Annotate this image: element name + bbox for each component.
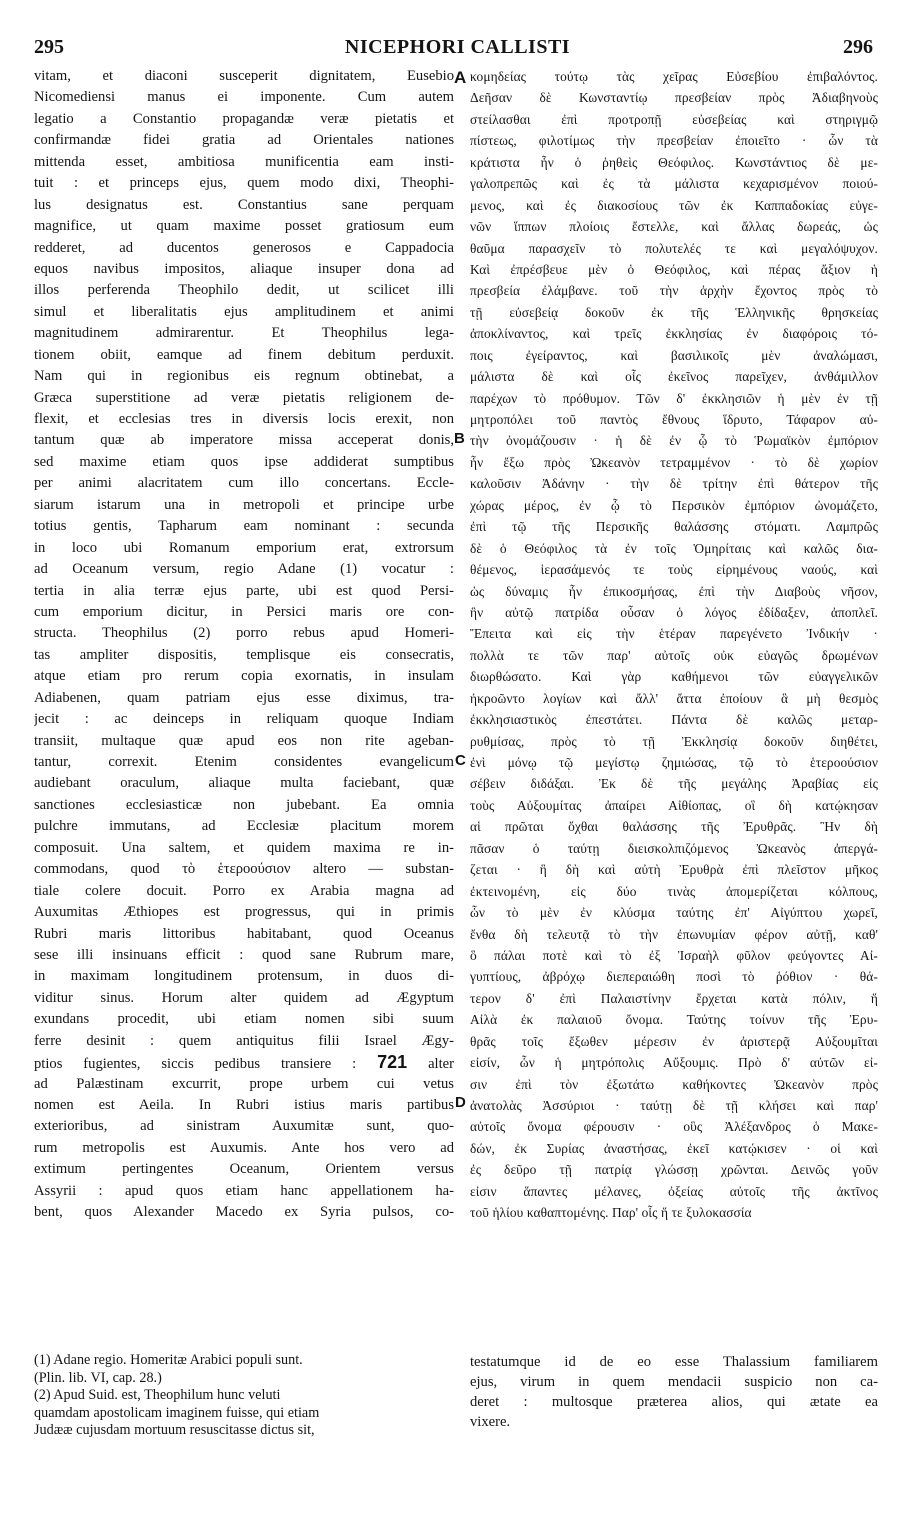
text-line: Adiabenen, quam patriam ejus esse diximus, tra- — [34, 689, 454, 706]
page-number-right: 296 — [843, 36, 873, 58]
text-line: tionem obiit, eamque ad finem debitum perduxit. — [34, 346, 454, 363]
column-number: 721 — [377, 1052, 408, 1073]
text-line: Græca superstitione ad veræ pietatis religionem de- — [34, 389, 454, 406]
footnote-line: quamdam apostolicam imaginem fuisse, qui etiam — [34, 1404, 320, 1421]
text-line: δών, ἐκ Συρίας ἀναστήσας, ἐκεῖ κατῴκισεν · οἱ καὶ — [470, 1140, 878, 1156]
text-line: θέμενος, ἱερασάμενός τε τοὺς εἰρημένους ναούς, καὶ — [470, 562, 878, 578]
text-line: legatio a Constantio propagandæ veræ pietatis et — [34, 110, 454, 127]
text-line: siarum istarum una in metropoli et principe urbe — [34, 496, 454, 513]
text-line: tantum quæ ab imperatore missa acceperat donis, — [34, 432, 454, 449]
text-line: σιν ἐπὶ τὸν ἐξωτάτω καθήκοντες Ὠκεανὸν πρὸς — [470, 1076, 878, 1092]
text-line: exterioribus, ad sinistram Auxumitæ sunt, quo- — [34, 1118, 454, 1135]
latin-column — [34, 66, 454, 1224]
section-marker-c: C — [455, 752, 466, 769]
text-line: Ἔπειτα καὶ εἰς τὴν ἑτέραν παρεγένετο Ἰνδικήν · — [470, 626, 878, 642]
text-line: magnifice, ut quam maxime posset gratiosum eum — [34, 218, 454, 235]
text-line: viditur sinus. Horum alter quidem ad Ægyptum — [34, 989, 454, 1006]
text-line: τῇ εὐσεβείᾳ δοκοῦν ἐκ τῆς Ἑλληνικῆς θρησκείας — [470, 304, 878, 320]
text-line: ἐς δεῦρο τῇ πατρίᾳ γλώσσῃ χρῶνται. Δεινῶς γοῦν — [470, 1162, 878, 1178]
text-line: pulchre immutans, ad Ecclesiæ placitum morem — [34, 818, 454, 835]
text-line: εἰσιν ἅπαντες μέλανες, ὀξείας αὐτοῖς τῆς ἀκτῖνος — [470, 1183, 878, 1199]
text-line: Δεῆσαν δὲ Κωνσταντίῳ πρεσβείαν πρὸς Ἀδιαβηνοὺς — [470, 90, 878, 106]
text-line: totius gentis, Tapharum eam nominant : secunda — [34, 518, 454, 535]
text-line: ἐπὶ τῷ τῆς Περσικῆς θαλάσσης στόματι. Λαμπρῶς — [470, 519, 878, 535]
text-line: tiale colere docuit. Porro ex Arabia magna ad — [34, 882, 454, 899]
text-line: μενος, καὶ ἐς διακοσίους τῶν ἐκ Καππαδοκίας εὐγε- — [470, 197, 878, 213]
text-line: αἱ πρῶται ὄχθαι θαλάσσης τῆς Ἐρυθρᾶς. Ἣν δὴ — [470, 819, 878, 835]
text-line: πίστεως, φιλοτίμως τὴν πρεσβείαν ἐποιεῖτο · ὧν τὰ — [470, 133, 878, 149]
text-line: ἦν ἔξω πρὸς Ὠκεανὸν τετραμμένον · τὸ δὲ χωρίον — [470, 454, 878, 470]
footnote-line: Judææ cujusdam mortuum resuscitasse dictus sit, — [34, 1422, 315, 1438]
text-line: tuit : et princeps ejus, quem modo dixi, Theophi- — [34, 175, 454, 192]
text-line: εἰσίν, ὧν ἡ μητρόπολις Αὔξουμις. Πρὸ δ' αὐτῶν εἰ- — [470, 1055, 878, 1071]
text-line: exundans procedit, ubi etiam nomen sibi suum — [34, 1011, 454, 1028]
text-line: sanctiones ecclesiasticæ non jubebant. Ea omnia — [34, 796, 454, 813]
text-line: ὃ πάλαι ποτὲ καὶ τὸ ἐξ Ἰσραὴλ φῦλον φεύγοντες Αἰ- — [470, 947, 878, 963]
text-line: πολλὰ τε τῶν παρ' αὐτοῖς οὐκ εὐαγῶς δρωμένων — [470, 647, 878, 663]
text-line: sese illi insinuans efficit : quod sane Rubrum mare, — [34, 946, 454, 963]
page-header — [0, 36, 915, 66]
text-line: χώρας μέρος, ἐν ᾧ τὸ Περσικὸν ἐμπόριον ὠνομάζετο, — [470, 497, 878, 513]
text-line: θαῦμα παρασχεῖν τὸ πολυτελές τε καὶ μεγαλόψυχον. — [470, 240, 878, 256]
text-line: structa. Theophilus (2) porro rebus apud Homeri- — [34, 625, 454, 642]
text-line: κράτιστα ἦν ὁ ῥηθεὶς Θεόφιλος. Κωνστάντιος δὲ με- — [470, 154, 878, 170]
text-line: in loco ubi Romanum emporium erat, extrorsum — [34, 539, 454, 556]
text-line: composuit. Una saltem, et quidem maxima re in- — [34, 839, 454, 856]
text-line: Αἰλὰ ἐκ παλαιοῦ ὄνομα. Ταύτης τοίνυν τῆς Ἐρυ- — [470, 1012, 878, 1028]
text-line: rum metropolis est Auxumis. Ante hos vero ad — [34, 1139, 454, 1156]
greek-column — [470, 66, 878, 1224]
text-line: flexit, et ecclesias tres in diversis locis erexit, non — [34, 411, 454, 427]
text-line: δὲ ὁ Θεόφιλος τὰ ἐν τοῖς Ὁμηρίταις καὶ καλῶς δια- — [470, 540, 878, 556]
text-line: equos navibus impositos, aliaque insuper dona ad — [34, 260, 454, 277]
text-line: ἔνθα δὴ τελευτᾷ τὸ τὴν ἐπωνυμίαν φέρον αὐτῇ, καθ' — [470, 926, 878, 942]
text-line: τερον δ' ἐπὶ Παλαιστίνην ἔρχεται κατὰ πόλιν, ἥ — [470, 990, 878, 1006]
text-line: ἠκροῶντο λογίων καὶ ἄλλ' ἄττα ἐποίουν ἃ μὴ θεσμὸς — [470, 690, 878, 706]
text-line: extimum pertingentes Oceanum, Orientem versus — [34, 1161, 454, 1178]
text-line: atque etiam pro rerum copia exornatis, in insulam — [34, 668, 454, 685]
footnote-line: (Plin. lib. VI, cap. 28.) — [34, 1369, 162, 1386]
text-line: illos perferenda Theophilo dedit, ut scilicet illi — [34, 282, 454, 299]
text-line: πᾶσαν ὁ ταύτῃ διεισκολπιζόμενος Ὠκεανὸς ἀπεργά- — [470, 840, 878, 856]
section-marker-a: A — [454, 68, 467, 87]
text-line: ἐκκλησιαστικὸς ἐπεστάτει. Πάντα δὲ καλῶς μεταρ- — [470, 712, 878, 728]
text-line: μάλιστα δὲ καὶ οἷς ἐκεῖνος παρεῖχεν, ἀνθάμιλλον — [470, 369, 878, 385]
section-marker-d: D — [455, 1094, 466, 1111]
text-line: in maximam longitudinem protensum, in duos di- — [34, 968, 454, 985]
text-line: Auxumitas Æthiopes est progressus, qui in primis — [34, 904, 454, 921]
text-line: πρεσβεία ἐλάμβανε. τοῦ τὴν ἀρχὴν ἔχοντος πρὸς τὸ — [470, 283, 878, 299]
text-line: ferre desinit : quem antiquitus filii Israel Ægy- — [34, 1032, 454, 1049]
text-line: audiebant oraculum, aliaque multa faciebant, quæ — [34, 775, 454, 792]
text-line: simul et liberalitatis ejus amplitudinem et animi — [34, 303, 454, 320]
text-line: Nicomediensi manus ei imponente. Cum autem — [34, 89, 454, 106]
text-line: magnitudinem admirarentur. Et Theophilus lega- — [34, 325, 454, 342]
text-line: transiit, multaque quæ apud eos non rite ageban- — [34, 732, 454, 749]
text-line: ὡς δύναμις ἦν ἐπικοσμήσας, ἐπὶ τὴν Διαβοὺς νῆσον, — [470, 583, 878, 599]
text-line: per animi alacritatem cum illo concertans. Eccle- — [34, 475, 454, 492]
text-line: mittenda esset, ambitiosa munificentia eam insti- — [34, 153, 454, 170]
text-line: tertia in alia terræ ejus parte, ubi est quod Persi- — [34, 582, 454, 599]
text-line: commodans, quod τὸ ἑτεροούσιον altero — substan- — [34, 861, 454, 878]
text-line: παρέχων τὸ πρόθυμον. Τῶν δ' ἐκκλησιῶν ἡ μὲν ἐν τῇ — [470, 390, 878, 406]
footnote-line: (2) Apud Suid. est, Theophilum hunc veluti — [34, 1387, 281, 1403]
text-line: διωρθώσατο. Καὶ γὰρ καθήμενοι τῶν εὐαγγελικῶν — [470, 669, 878, 685]
footnote-line: (1) Adane regio. Homeritæ Arabici populi sunt. — [34, 1352, 303, 1368]
page-number-left: 295 — [34, 36, 64, 58]
text-line: νῶν ἵππων πλοίοις ἔστελλε, καὶ ἄλλας δωρεάς, ὡς — [470, 219, 878, 235]
text-line: vitam, et diaconi susceperit dignitatem, Eusebio — [34, 68, 454, 84]
text-line: ἣν αὐτῷ πατρίδα οὖσαν ὁ λόγος ἐδίδαξεν, ἀποπλεῖ. — [470, 604, 878, 620]
text-line: confirmandæ fidei gratia ad Orientales nationes — [34, 132, 454, 149]
text-line: καλοῦσιν Ἀδάνην · τὴν δὲ τρίτην ἐπὶ θάτερον τῆς — [470, 476, 878, 492]
text-line: ἀνατολὰς Ἀσσύριοι · ταύτῃ δὲ τῇ κλήσει καὶ παρ' — [470, 1098, 878, 1113]
text-line: ρυθμίσας, πρὸς τὸ τῇ Ἐκκλησίᾳ δοκοῦν διηθέτει, — [470, 733, 878, 749]
text-line: tas ampliter dispositis, templisque eis consecratis, — [34, 646, 454, 663]
text-line: ad Palæstinam excurrit, prope urbem cui vetus — [34, 1075, 454, 1092]
text-line: ζεται · ἣ δὴ καὶ αὐτὴ Ἐρυθρὰ ἐπὶ πλεῖστον μῆκος — [470, 862, 878, 878]
text-line: Nam qui in regionibus eis regnum obtinebat, a — [34, 368, 454, 385]
text-line: sed maxime etiam quos ipse addiderat sumptibus — [34, 453, 454, 470]
text-line: αὐτοῖς ὄνομα φέρουσιν · οὓς Ἀλέξανδρος ὁ Μακε- — [470, 1119, 878, 1135]
text-line: ὧν τὸ μὲν ἐν κλύσμα ταύτης ἐπ' Αἰγύπτου χωρεῖ, — [470, 905, 878, 921]
text-line: deret : multosque præterea alios, qui ætate ea — [470, 1394, 878, 1410]
text-line: τοὺς Αὐξουμίτας ἀπαίρει Αἰθίοπας, οἳ δὴ κατῴκησαν — [470, 797, 878, 813]
text-line: jecit : ac deinceps in reliquam quoque Indiam — [34, 711, 454, 728]
text-line: σέβειν διδάξαι. Ἐκ δὲ τῆς μεγάλης Ἀραβίας εἰς — [470, 776, 878, 792]
text-line: nomen est Aeila. In Rubri istius maris partibus — [34, 1097, 454, 1113]
text-line: γαλοπρεπῶς καὶ ἐς τὰ μάλιστα κεχαρισμένον ποιού- — [470, 176, 878, 192]
text-line: μητροπόλει τοῦ παντὸς ἔθνους ἵδρυτο, Τάφαρον αὐ- — [470, 412, 878, 427]
text-line: tantur, correxit. Etenim considentes evangelicum — [34, 754, 454, 770]
text-line: τὴν ὀνομάζουσιν · ἡ δὲ ἐν ᾧ τὸ Ῥωμαϊκὸν ἐμπόριον — [470, 433, 878, 449]
text-line: testatumque id de eo esse Thalassium familiarem — [470, 1354, 878, 1370]
text-line: bent, quos Alexander Macedo ex Syria pulsos, co- — [34, 1204, 454, 1221]
text-line: γυπτίους, ἀβρόχῳ διεπεραιώθη ποσὶ τὸ ῥόθιον · θά- — [470, 969, 878, 985]
text-line: θρᾶς τοῖς ἔξωθεν μέρεσιν ἐν ἀριστερᾷ Αὐξουμῖται — [470, 1033, 878, 1049]
text-line: Rubri maris littoribus habitabant, quod Oceanus — [34, 925, 454, 942]
section-marker-b: B — [454, 430, 465, 447]
text-line: τοῦ ἡλίου καθαπτομένης. Παρ' οἷς ἥ τε ξυλοκασσία — [470, 1205, 752, 1221]
text-line: στείλασθαι ἐπὶ προτροπῇ εὐσεβείας καὶ στηριγμῷ — [470, 111, 878, 127]
text-line: ejus, virum in quem mendacii suspicio non ca- — [470, 1374, 878, 1390]
text-line: vixere. — [470, 1414, 511, 1430]
text-line: Καὶ ἐπρέσβευε μὲν ὁ Θεόφιλος, καὶ πέρας ἄξιον ἡ — [470, 261, 878, 277]
text-line: ad Oceanum versum, regio Adane (1) vocatur : — [34, 561, 454, 578]
running-title: NICEPHORI CALLISTI — [344, 36, 571, 58]
text-line: ἀποκλίναντος, καὶ τρεῖς ἐκκλησίας ἐν διαφόροις τό- — [470, 326, 878, 342]
text-line: Assyrii : apud quos etiam hanc appellationem ha- — [34, 1182, 454, 1199]
text-line: redderet, ad ducentos generosos e Cappadocia — [34, 239, 454, 256]
text-line: ptios fugientes, siccis pedibus transiere : 721 alter — [34, 1052, 454, 1073]
text-line: cum emporium dicitur, in Persici maris ore con- — [34, 603, 454, 620]
text-line: lus designatus est. Constantius sane perquam — [34, 196, 454, 213]
text-line: ἐκτεινομένη, εἰς δύο τινὰς ἀπομερίζεται κόλπους, — [470, 883, 878, 899]
footnotes — [34, 1352, 454, 1440]
text-line: ποις ἐγείραντος, καὶ βασιλικοῖς μὲν ἀναλώμασι, — [470, 347, 878, 363]
text-line: ἐνὶ μόνῳ τῷ μεγίστῳ ζημιώσας, τῷ τὸ ἑτεροούσιον — [470, 755, 878, 770]
text-line: κομηδείας τούτῳ τὰς χεῖρας Εὐσεβίου ἐπιβαλόντος. — [470, 69, 878, 84]
right-tail-text — [470, 1352, 878, 1432]
